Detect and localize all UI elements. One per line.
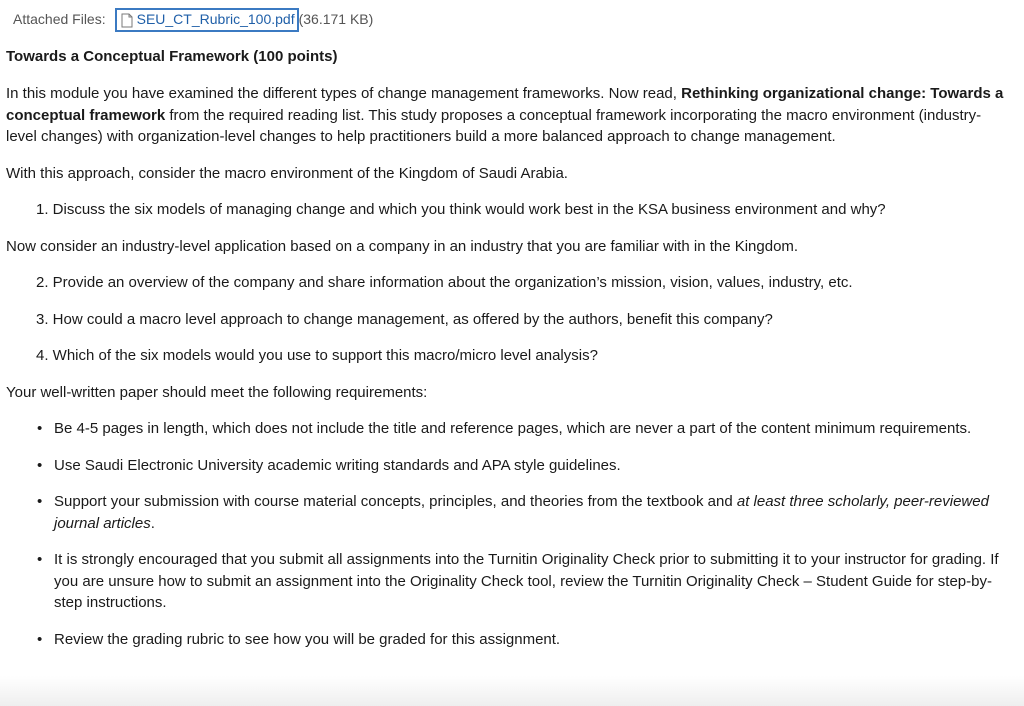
requirement-text: Review the grading rubric to see how you will be graded for this assignment. bbox=[54, 630, 561, 648]
assignment-title: Towards a Conceptual Framework (100 points) bbox=[6, 48, 338, 65]
macro-environment-text: With this approach, consider the macro environment of the Kingdom of Saudi Arabia. bbox=[6, 164, 568, 182]
question-2: 2. Provide an overview of the company and share information about the organization’s mission, vision, values, industry, etc. bbox=[36, 274, 853, 291]
rubric-file-link[interactable] bbox=[115, 8, 299, 32]
bottom-fade bbox=[0, 676, 1024, 706]
intro-text-start: In this module you have examined the different types of change management frameworks. Now read, bbox=[6, 85, 682, 102]
bullet: • bbox=[37, 420, 43, 437]
question-1: 1. Discuss the six models of managing change and which you think would work best in the KSA business environment and why? bbox=[36, 201, 886, 218]
file-name: SEU_CT_Rubric_100.pdf bbox=[136, 11, 295, 28]
requirement-turnitin bbox=[6, 549, 1006, 614]
assignment-content bbox=[6, 8, 1006, 665]
question-list-4 bbox=[6, 345, 1006, 367]
requirements-list bbox=[6, 418, 1006, 650]
requirement-text: It is strongly encouraged that you submit all assignments into the Turnitin Originality Check prior to submitting it to your instructor for grading. If you are unsure how to submit an assignment into the Originality Check tool, review the Turnitin Originality Check – Student Guide for step-by-step instructions. bbox=[54, 551, 999, 611]
bullet: • bbox=[37, 456, 43, 474]
intro-text-end: from the required reading list. This study proposes a conceptual framework incorporating the macro environment (industry-level changes) with organization-level changes to help practitioners build a more balanced approach to change management. bbox=[6, 106, 982, 145]
requirement-text: Use Saudi Electronic University academic writing standards and APA style guidelines. bbox=[54, 456, 621, 474]
question-list-2 bbox=[6, 272, 1006, 294]
industry-level-text: Now consider an industry-level application based on a company in an industry that you are familiar with in the Kingdom. bbox=[6, 237, 799, 255]
requirement-length bbox=[6, 418, 1006, 440]
question-list-3 bbox=[6, 309, 1006, 331]
requirement-text: Be 4-5 pages in length, which does not include the title and reference pages, which are never a part of the content minimum requirements. bbox=[54, 420, 972, 437]
requirement-emphasis: at least three scholarly, peer-reviewed journal articles bbox=[54, 493, 989, 532]
document-icon bbox=[120, 13, 134, 28]
requirement-sources bbox=[6, 491, 1006, 534]
question-3: 3. How could a macro level approach to change management, as offered by the authors, benefit this company? bbox=[36, 310, 773, 328]
attached-files-row bbox=[13, 8, 1006, 32]
requirement-text: Support your submission with course material concepts, principles, and theories from the textbook and bbox=[54, 493, 737, 510]
requirements-intro: Your well-written paper should meet the following requirements: bbox=[6, 383, 428, 401]
file-size: (36.171 KB) bbox=[298, 11, 374, 28]
attached-files-label: Attached Files: bbox=[13, 11, 106, 28]
reading-title: Rethinking organizational change: Towards a conceptual framework bbox=[6, 85, 1004, 124]
bullet: • bbox=[37, 630, 43, 648]
bullet: • bbox=[37, 551, 43, 568]
question-list-1 bbox=[6, 199, 1006, 221]
requirement-text-end: . bbox=[150, 514, 155, 532]
requirement-rubric bbox=[6, 629, 1006, 651]
requirement-standards bbox=[6, 455, 1006, 477]
bullet: • bbox=[37, 493, 43, 510]
intro-paragraph bbox=[6, 83, 1006, 148]
question-4: 4. Which of the six models would you use to support this macro/micro level analysis? bbox=[36, 347, 598, 364]
